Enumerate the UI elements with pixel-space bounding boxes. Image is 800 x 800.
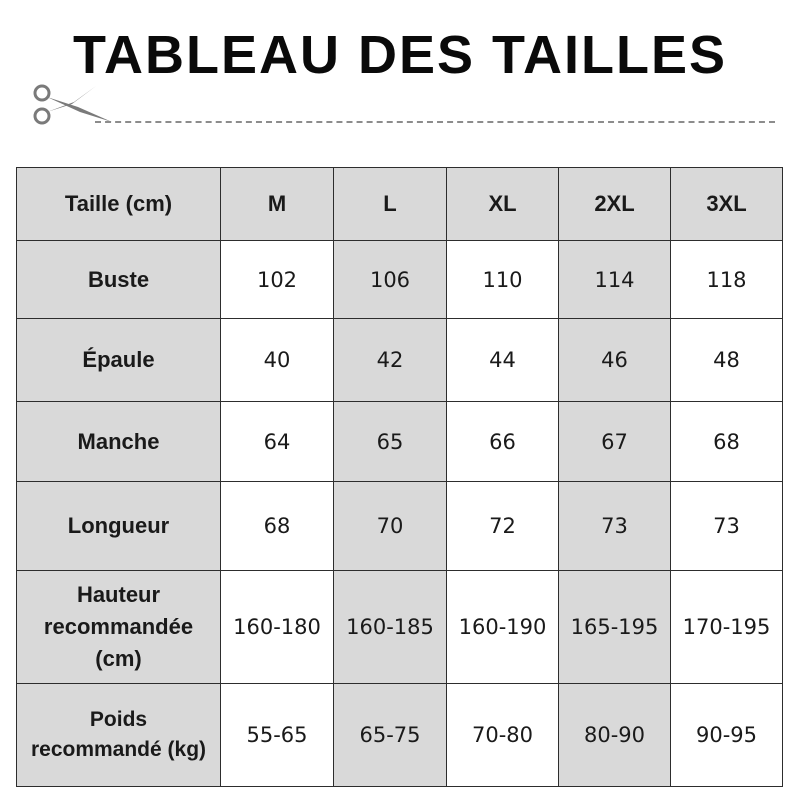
table-cell: 55-65 xyxy=(221,684,334,787)
table-cell: 72 xyxy=(447,482,559,571)
table-cell: 66 xyxy=(447,402,559,482)
row-label xyxy=(17,684,221,787)
header-cell: Taille (cm) xyxy=(17,168,221,241)
table-cell: 68 xyxy=(671,402,783,482)
row-label: Buste xyxy=(17,241,221,319)
header-cell: L xyxy=(334,168,447,241)
table-cell: 40 xyxy=(221,319,334,402)
table-cell: 80-90 xyxy=(559,684,671,787)
table-cell: 160-185 xyxy=(334,571,447,684)
table-cell: 65 xyxy=(334,402,447,482)
header-cell: 3XL xyxy=(671,168,783,241)
page-title: TABLEAU DES TAILLES xyxy=(73,25,727,85)
table-cell: 68 xyxy=(221,482,334,571)
table-row xyxy=(17,241,783,319)
table-cell: 160-180 xyxy=(221,571,334,684)
table-cell: 102 xyxy=(221,241,334,319)
row-label-line: Hauteur xyxy=(76,582,161,607)
row-label: Épaule xyxy=(17,319,221,402)
table-cell: 165-195 xyxy=(559,571,671,684)
cut-line xyxy=(95,121,775,123)
table-cell: 48 xyxy=(671,319,783,402)
table-cell: 73 xyxy=(671,482,783,571)
header-cell: XL xyxy=(447,168,559,241)
table-cell: 160-190 xyxy=(447,571,559,684)
table-cell: 90-95 xyxy=(671,684,783,787)
table-row xyxy=(17,402,783,482)
table-cell: 106 xyxy=(334,241,447,319)
size-chart-table xyxy=(16,167,783,787)
table-cell: 73 xyxy=(559,482,671,571)
row-label-line: Poids xyxy=(89,708,148,731)
table-header-row xyxy=(17,168,783,241)
table-row xyxy=(17,571,783,684)
scissors-icon xyxy=(32,82,122,126)
row-label-line: recommandée xyxy=(43,614,194,639)
table-row xyxy=(17,684,783,787)
table-cell: 114 xyxy=(559,241,671,319)
table-cell: 42 xyxy=(334,319,447,402)
table-cell: 110 xyxy=(447,241,559,319)
table-cell: 65-75 xyxy=(334,684,447,787)
table-cell: 118 xyxy=(671,241,783,319)
row-label-line: (cm) xyxy=(95,646,142,671)
header-cell: M xyxy=(221,168,334,241)
table-cell: 70-80 xyxy=(447,684,559,787)
table-cell: 67 xyxy=(559,402,671,482)
table-cell: 46 xyxy=(559,319,671,402)
row-label-line: recommandé (kg) xyxy=(30,738,207,761)
table-row xyxy=(17,319,783,402)
table-cell: 170-195 xyxy=(671,571,783,684)
table-cell: 64 xyxy=(221,402,334,482)
row-label xyxy=(17,571,221,684)
row-label: Manche xyxy=(17,402,221,482)
row-label: Longueur xyxy=(17,482,221,571)
table-cell: 44 xyxy=(447,319,559,402)
table-row xyxy=(17,482,783,571)
header-cell: 2XL xyxy=(559,168,671,241)
table-cell: 70 xyxy=(334,482,447,571)
